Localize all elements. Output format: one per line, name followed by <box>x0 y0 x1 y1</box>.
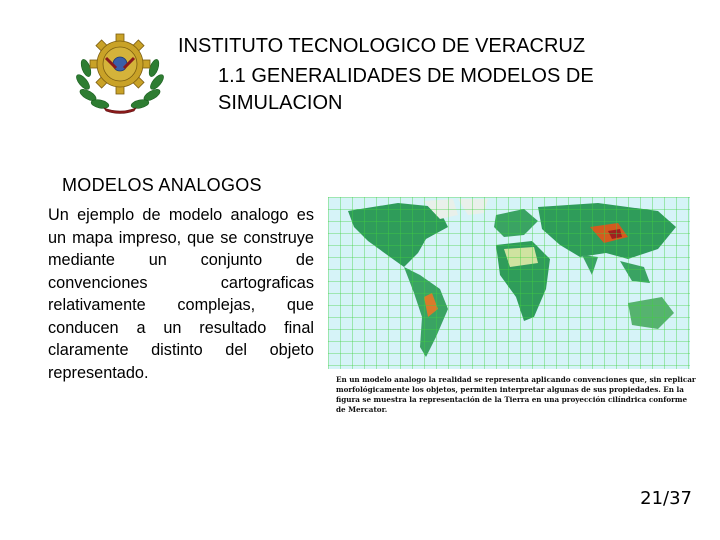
world-map-image <box>328 197 690 369</box>
section-heading: MODELOS ANALOGOS <box>62 175 262 195</box>
institution-title: INSTITUTO TECNOLOGICO DE VERACRUZ <box>178 35 586 57</box>
figure-caption: En un modelo analogo la realidad se representa aplicando convenciones que, sin replicar morfológicamente los objetos, permiten interpretar algunas de sus propiedades. En la figura se muestra la representación de la Tierra en una proyección cilíndrica conforme de Mercator. <box>336 375 696 414</box>
institute-logo <box>74 28 166 114</box>
page-number: 21/37 <box>640 488 692 509</box>
presentation-subtitle: 1.1 GENERALIDADES DE MODELOS DE SIMULACION <box>218 65 594 114</box>
body-paragraph: Un ejemplo de modelo analogo es un mapa impreso, que se construye mediante un conjunto de convenciones cartograficas relativamente complejas, que conducen a un resultado final claramente distinto del objeto representado. <box>48 206 314 382</box>
